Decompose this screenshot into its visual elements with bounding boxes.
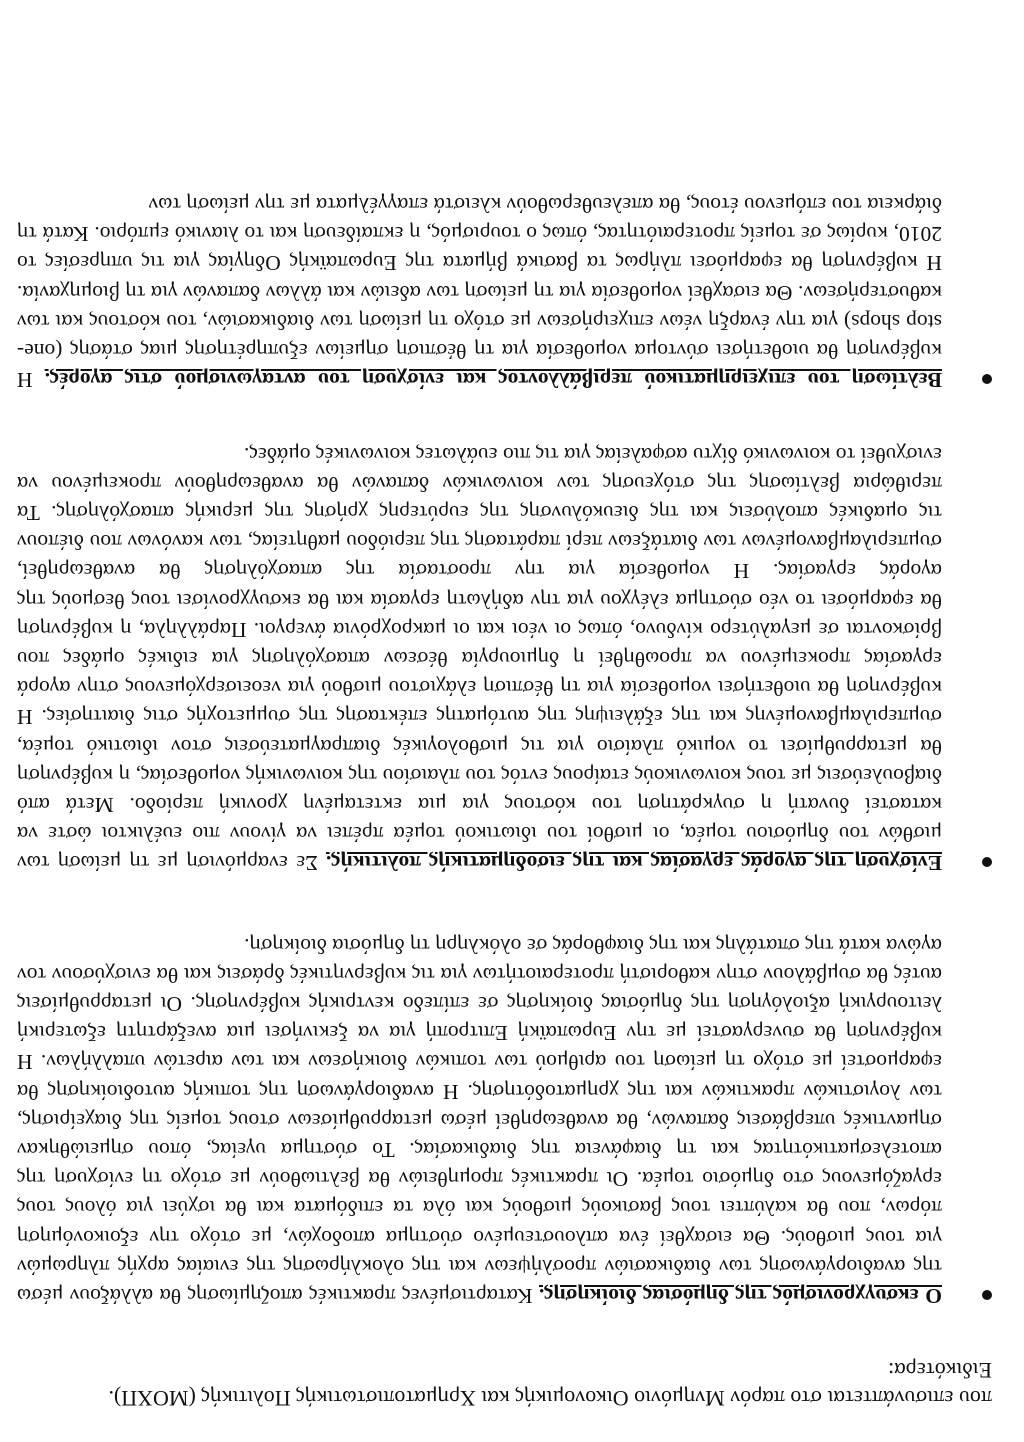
bullet-icon: [982, 374, 992, 384]
bullet-item-labour-market: [17, 439, 992, 877]
bullet-body: Σε εναρμόνιση με τη μείωση των μισθών του δημόσιου τομέα, οι μισθοί του ιδιωτικού τομέα πρέπει να γίνουν πιο ευέλικτοι ώστε να καταστεί δυνατή η συγκράτηση του κόστους για μια εκτεταμένη χρονική περίοδο. Μετά από διαβουλεύσεις με τους κοινωνικούς εταίρους εντός του πλαισίου της κοινωνικής νομοθεσίας, η κυβέρνηση θα μεταρρυθμίσει το νομικό πλαίσιο για τις μισθολογικές διαπραγματεύσεις στον ιδιωτικό τομέα, συμπεριλαμβανομένης και της εξάλειψης της αυτόματης επέκτασης της συμμετοχής στις διαιτησίες. Η κυβέρνηση θα υιοθετήσει νομοθεσία για τη θέσπιση ελάχιστου μισθού για νεοεισερχόμενους στην αγορά εργασίας προκειμένου να προωθηθεί η δημιουργία θέσεων απασχόλησης για ειδικές ομάδες που βρίσκονται σε μεγαλύτερο κίνδυνο, όπως οι νέοι και οι μακροχρόνια άνεργοι. Παράλληλα, η κυβέρνηση θα εφαρμόσει το νέο σύστημα ελέγχου για την αδήλωτη εργασία και θα εκσυγχρονίσει τους θεσμούς της αγοράς εργασίας. Η νομοθεσία για την προστασία της απασχόλησης θα αναθεωρηθεί, συμπεριλαμβανομένων των διατάξεων περί παράτασης της περιόδου μαθητείας, των κανόνων που διέπουν τις ομαδικές απολύσεις και της διευκόλυνσης της ευρύτερης χρήσης της μερικής απασχόλησης. Τα περιθώρια βελτίωσης της στόχευσης των κοινωνικών δαπανών θα αναθεωρηθούν προκειμένου να ενισχυθεί το κοινωνικό δίχτυ ασφαλείας για τις πιο ευάλωτες κοινωνικές ομάδες.: [17, 442, 942, 876]
bullet-item-public-administration: [17, 930, 992, 1310]
bullet-heading: Ενίσχυση της αγοράς εργασίας και της εισοδηματικής πολιτικής.: [326, 851, 942, 876]
bullet-body: Καταρτισμένες πρακτικές αποζημίωσης θα αλλάξουν μέσω της αναδιοργάνωσης των διαδικασιών προσλήψεων και της ολοκλήρωσης της ενιαίας αρχής πληρωμών για τους μισθούς. Θα εισαχθεί ένα απλουστευμένο σύστημα αποδοχών, με στόχο την εξοικονόμηση πόρων, που θα καλύπτει τους βασικούς μισθούς και όλα τα επιδόματα και θα ισχύει για όλους τους εργαζόμενους στο δημόσιο τομέα. Οι πρακτικές προμηθειών θα βελτιωθούν με στόχο τη ενίσχυση της αποτελεσματικότητας και τη διαφάνεια της διαδικασίας. Το σύστημα υγείας, όπου σημειώθηκαν σημαντικές υπερβάσεις δαπανών, θα αναθεωρηθεί μέσω μεταρρυθμίσεων στους τομείς της διαχείρισης, των λογιστικών πρακτικών και της χρηματοδότησης. Η αναδιοργάνωση της τοπικής αυτοδιοίκησης θα εφαρμοστεί με στόχο τη μείωση του αριθμού των τοπικών διοικήσεων και των αιρετών υπαλλήλων. Η κυβέρνηση θα συνεργαστεί με την Ευρωπαϊκή Επιτροπή για να ξεκινήσει μια ανεξάρτητη εξωτερική λειτουργική αξιολόγηση της δημόσιας διοίκησης σε επίπεδο κεντρικής κυβέρνησης. Οι μεταρρυθμίσεις αυτές θα συμβάλουν στην καθοριστή προτεραιοτήτων για τις κυβερνητικές δράσεις και θα ενισχύσουν τον αγώνα κατά της σπατάλης και της διαφθοράς σε ολόκληρη τη δημόσια διοίκηση.: [17, 933, 942, 1308]
bullet-icon: [982, 857, 992, 867]
intro-line: που επισυνάπτεται στο παρόν Μνημόνιο Οικονομικής και Χρηματοπιστωτικής Πολιτικής (ΜΟΧΠ).: [108, 1386, 992, 1411]
bullet-text: [17, 930, 942, 1310]
document-body: [17, 190, 992, 1412]
intro-subheading: Ειδικότερα:: [888, 1358, 992, 1383]
bullet-heading: Ο εκσυγχρονισμός της δημόσιας διοίκησης.: [539, 1284, 942, 1308]
bullet-text: [17, 190, 942, 394]
bullet-heading: Βελτίωση του επιχειρηματικού περιβάλλοντος και ενίσχυση του ανταγωνισμού στις αγορές.: [44, 368, 942, 393]
bullet-text: [17, 439, 942, 877]
bullet-icon: [982, 1290, 992, 1300]
bullet-body: Η κυβέρνηση θα υιοθετήσει σύντομα νομοθεσία για τη θέσπιση σημείων εξυπηρέτησης μιας στάσης (one-stop shops) για την έναρξη νέων επιχειρήσεων με στόχο τη μείωση των διαδικασιών, του κόστους και των καθυστερήσεων. Θα εισαχθεί νομοθεσία για τη μείωση των αδειών και άλλων δαπανών για τη βιομηχανία. Η κυβέρνηση θα εφαρμόσει πλήρως τα βασικά βήματα της Ευρωπαϊκής Οδηγίας για τις υπηρεσίες το 2010, κυρίως σε τομείς προτεραιότητας, όπως ο τουρισμός, η εκπαίδευση και το λιανικό εμπόριο. Κατά τη διάρκεια του επόμενου έτους, θα απελευθερωθούν κλειστά επαγγέλματα με την μείωση των: [17, 193, 942, 393]
bullet-item-business-environment: [17, 190, 992, 394]
